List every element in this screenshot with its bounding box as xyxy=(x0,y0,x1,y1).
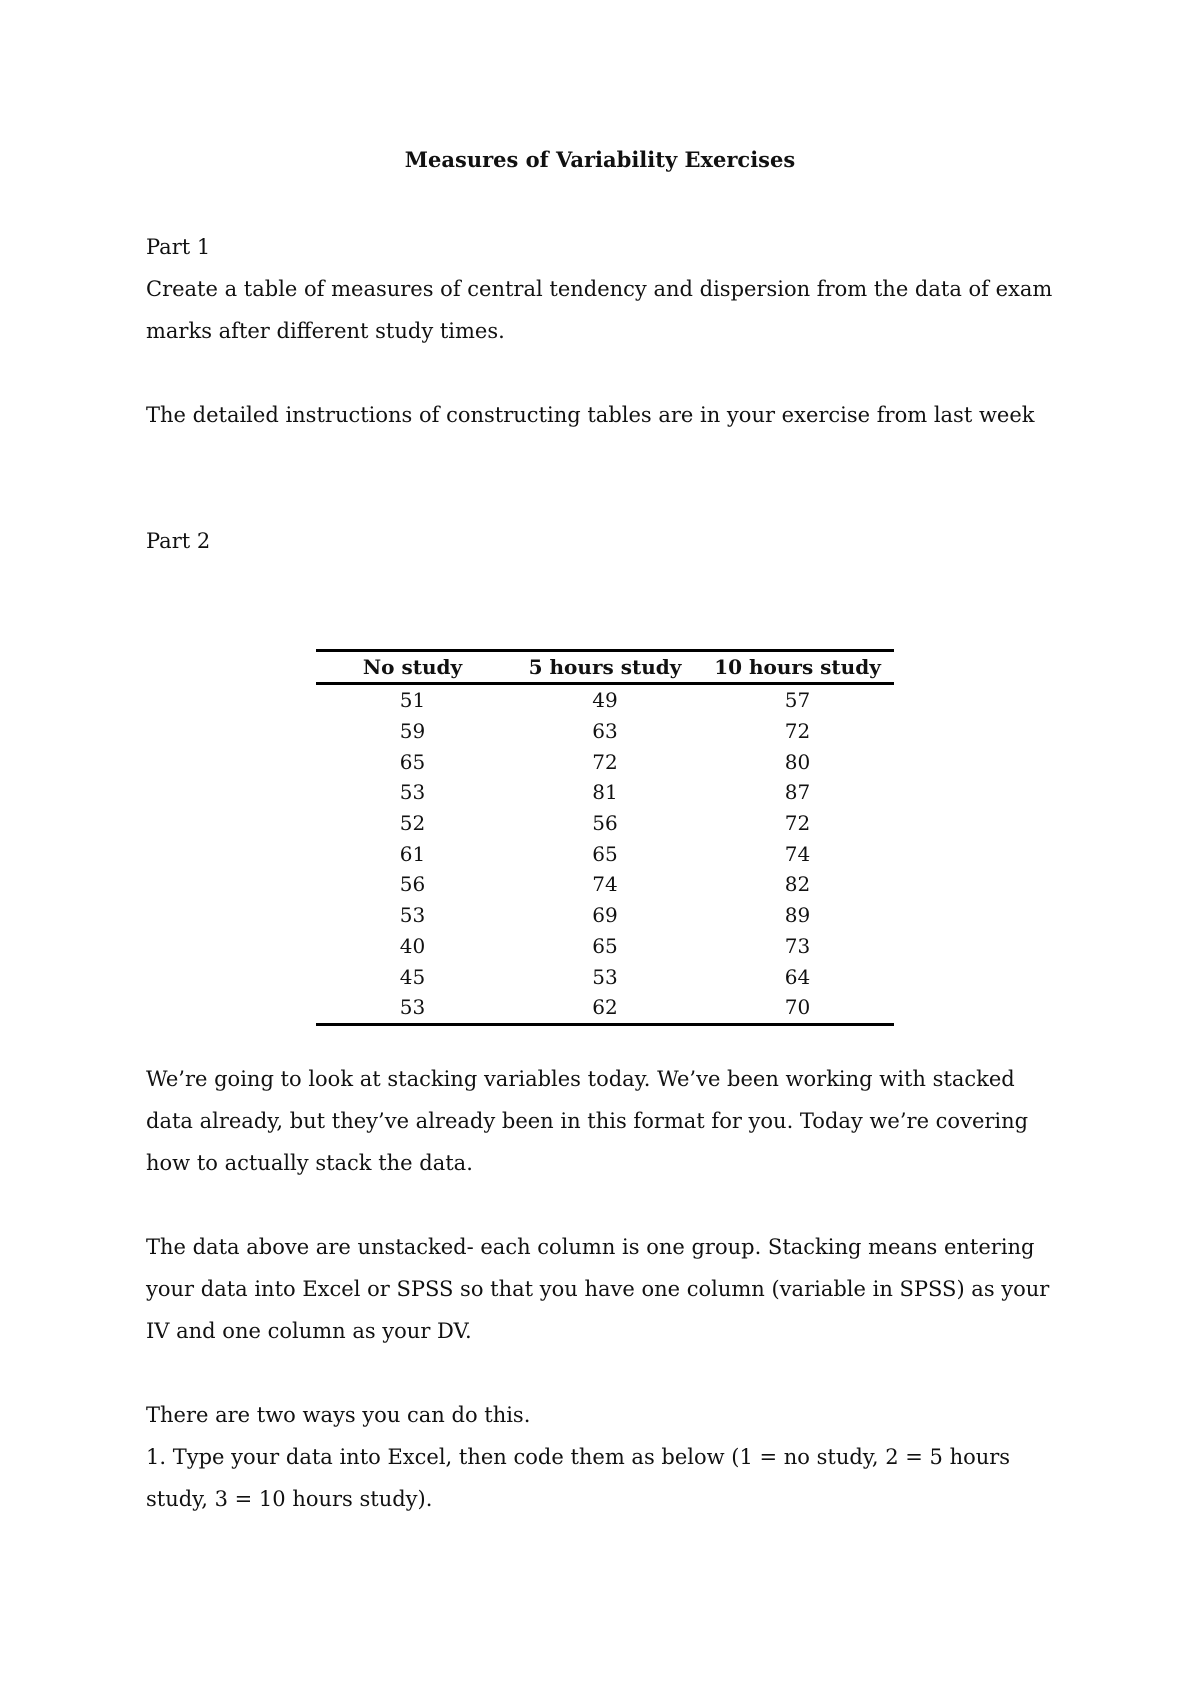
table-cell: 82 xyxy=(784,872,811,897)
table-cell: 74 xyxy=(592,872,618,897)
part1-heading xyxy=(146,226,1066,268)
table-cell: 81 xyxy=(592,780,618,805)
table-cell: 74 xyxy=(784,841,811,866)
table-row xyxy=(316,777,894,808)
table-row xyxy=(316,961,894,992)
part2-heading-text: Part 2 xyxy=(146,529,211,553)
part1-instruction xyxy=(146,268,1066,352)
table-row xyxy=(316,869,894,900)
table-cell: 72 xyxy=(592,749,618,774)
table-cell: 64 xyxy=(784,964,811,989)
table-cell: 61 xyxy=(399,841,426,866)
table-row xyxy=(316,684,894,716)
part1-instruction-text: Create a table of measures of central tendency and dispersion from the data of exam marks after different study times. xyxy=(146,277,1053,343)
table-cell: 62 xyxy=(509,992,701,1024)
part1-note-text: The detailed instructions of constructing tables are in your exercise from last week xyxy=(146,403,1035,427)
table-row xyxy=(316,808,894,839)
table-cell: 72 xyxy=(784,811,811,836)
ways-step1-text: 1. Type your data into Excel, then code them as below (1 = no study, 2 = 5 hours study, 3 = 10 hours study). xyxy=(146,1445,1011,1511)
table-cell: 49 xyxy=(592,688,618,713)
table-cell: 69 xyxy=(592,903,618,928)
table-cell: 70 xyxy=(701,992,894,1024)
table-header-row xyxy=(316,651,894,684)
stacking-paragraph xyxy=(146,1058,1066,1184)
ways-paragraph xyxy=(146,1394,1066,1520)
table-cell: 80 xyxy=(784,749,811,774)
table-cell: 63 xyxy=(592,719,618,744)
table-cell: 65 xyxy=(592,933,618,958)
table-cell: 89 xyxy=(784,903,811,928)
table-row xyxy=(316,716,894,747)
column-header-no-study: No study xyxy=(316,651,509,684)
table-cell: 72 xyxy=(784,719,811,744)
table-cell: 56 xyxy=(592,811,618,836)
table-cell: 73 xyxy=(784,933,811,958)
unstacked-paragraph xyxy=(146,1226,1066,1352)
column-header-5-hours-study: 5 hours study xyxy=(509,651,701,684)
part1-note xyxy=(146,394,1066,436)
stacking-paragraph-text: We’re going to look at stacking variables today. We’ve been working with stacked data already, but they’ve already been in this format for you. Today we’re covering how to actually stack the data. xyxy=(146,1067,1029,1175)
table-cell: 52 xyxy=(399,811,426,836)
table-cell: 53 xyxy=(316,992,509,1024)
table-cell: 45 xyxy=(399,964,426,989)
page-title: Measures of Variability Exercises xyxy=(404,147,796,172)
part2-heading xyxy=(146,520,1066,562)
table-cell: 53 xyxy=(592,964,618,989)
table-cell: 56 xyxy=(399,872,426,897)
table-cell: 53 xyxy=(399,780,426,805)
table-row xyxy=(316,992,894,1024)
table-cell: 53 xyxy=(399,903,426,928)
table-cell: 59 xyxy=(399,719,426,744)
ways-intro-text: There are two ways you can do this. xyxy=(146,1403,531,1427)
table-row xyxy=(316,900,894,931)
table-cell: 65 xyxy=(592,841,618,866)
table-cell: 51 xyxy=(399,688,426,713)
table-row xyxy=(316,746,894,777)
table-row xyxy=(316,838,894,869)
table-cell: 87 xyxy=(784,780,811,805)
table-cell: 65 xyxy=(399,749,426,774)
unstacked-paragraph-text: The data above are unstacked- each column is one group. Stacking means entering your data into Excel or SPSS so that you have one column (variable in SPSS) as your IV and one column as your DV. xyxy=(146,1235,1050,1343)
exam-marks-table xyxy=(316,649,894,1026)
table-row xyxy=(316,931,894,962)
column-header-10-hours-study: 10 hours study xyxy=(701,651,894,684)
table-cell: 57 xyxy=(784,688,811,713)
table-cell: 40 xyxy=(399,933,426,958)
part1-heading-text: Part 1 xyxy=(146,235,211,259)
